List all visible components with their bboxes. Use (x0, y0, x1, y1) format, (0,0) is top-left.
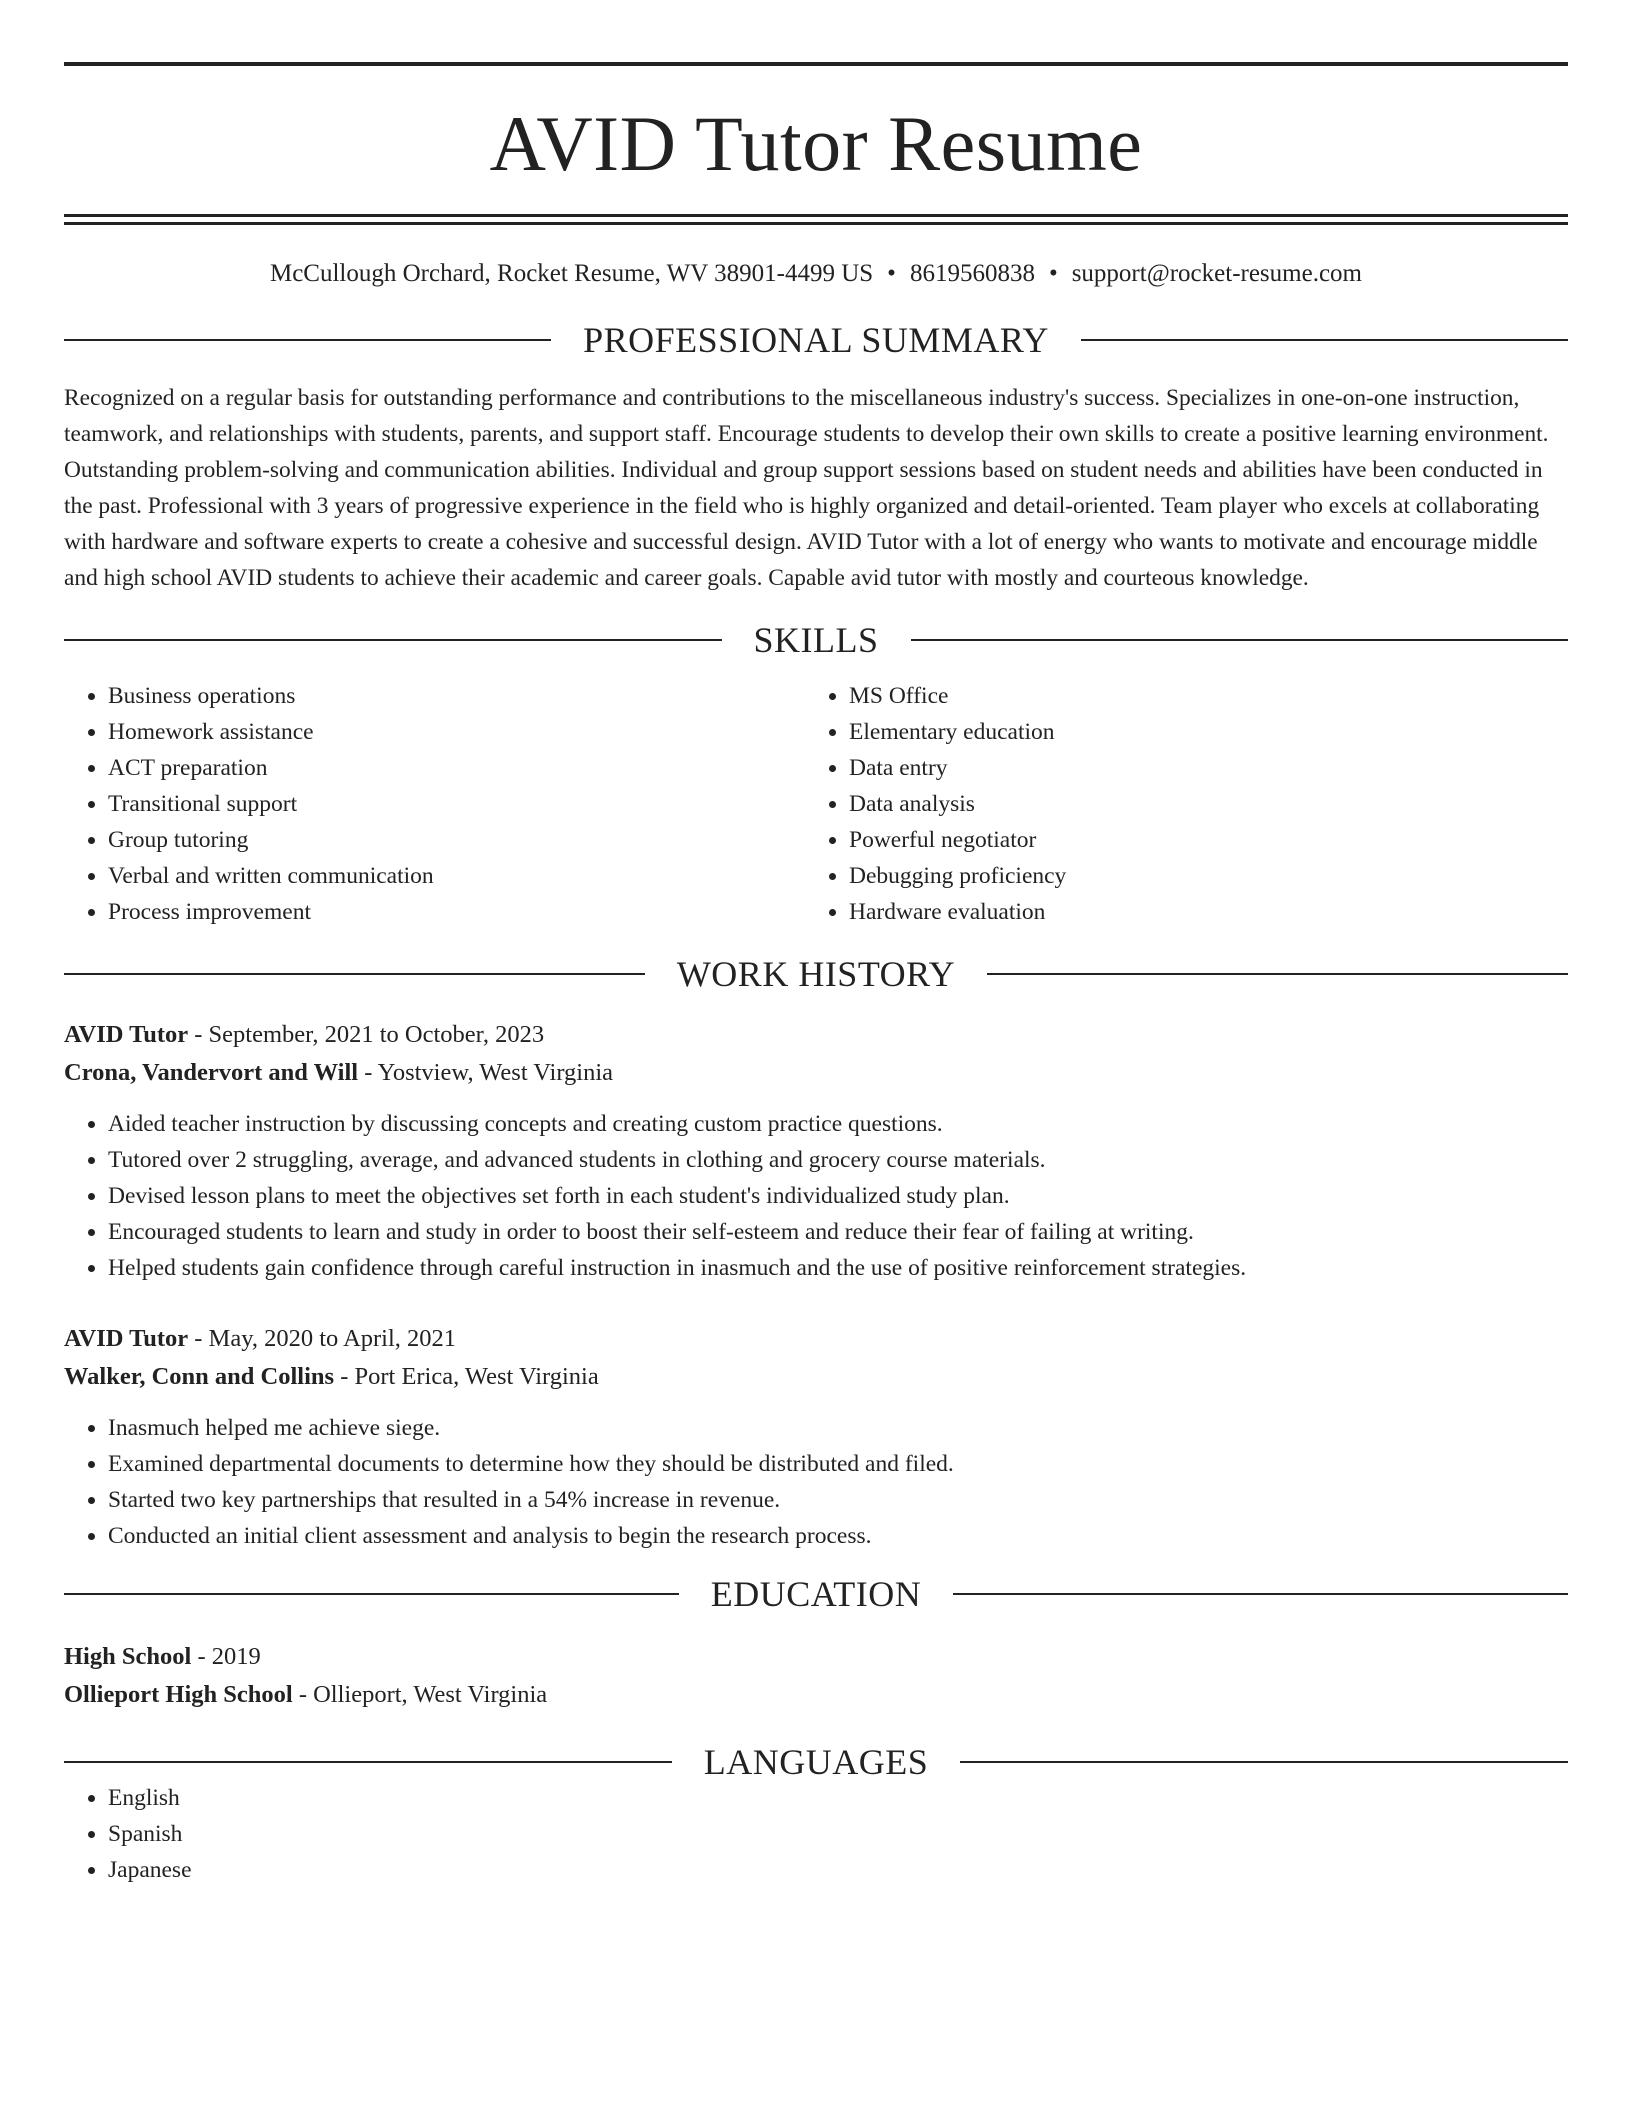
skill-item: • Business operations (108, 678, 805, 714)
skill-item: • Powerful negotiator (849, 822, 1549, 858)
job-entry (64, 1320, 1568, 1554)
language-item: • English (108, 1780, 1568, 1816)
job-bullet: • Tutored over 2 struggling, average, and advanced students in clothing and grocery course materials. (108, 1142, 1568, 1178)
section-rule (987, 973, 1568, 975)
skill-item: • Hardware evaluation (849, 894, 1549, 930)
top-rule (64, 62, 1568, 66)
job-title: AVID Tutor (64, 1021, 189, 1048)
job-bullet: • Encouraged students to learn and study in order to boost their self-esteem and reduce their fear of failing at writing. (108, 1214, 1568, 1250)
skill-item: • Homework assistance (108, 714, 805, 750)
contact-line (64, 261, 1568, 286)
skill-item: • Transitional support (108, 786, 805, 822)
languages-list (64, 1780, 1568, 1888)
education-school-line (64, 1676, 1568, 1714)
job-location: - Yostview, West Virginia (358, 1059, 614, 1086)
contact-email: support@rocket-resume.com (1071, 260, 1362, 287)
job-bullet: • Examined departmental documents to determine how they should be distributed and filed. (108, 1446, 1568, 1482)
job-bullet: • Devised lesson plans to meet the objectives set forth in each student's individualized study plan. (108, 1178, 1568, 1214)
job-bullets (64, 1410, 1568, 1554)
section-title-education: EDUCATION (710, 1574, 922, 1614)
section-header-education (64, 1576, 1568, 1612)
title-double-rule (64, 214, 1568, 225)
section-rule (64, 1761, 672, 1763)
skill-item: • Elementary education (849, 714, 1549, 750)
skill-item: • Data analysis (849, 786, 1549, 822)
skill-item: • Data entry (849, 750, 1549, 786)
job-bullet: • Helped students gain confidence through careful instruction in inasmuch and the use of positive reinforcement strategies. (108, 1250, 1568, 1286)
job-company: Walker, Conn and Collins (64, 1363, 335, 1390)
job-title: AVID Tutor (64, 1325, 189, 1352)
education-location: - Ollieport, West Virginia (292, 1681, 548, 1708)
job-bullet: • Inasmuch helped me achieve siege. (108, 1410, 1568, 1446)
job-bullet: • Aided teacher instruction by discussing concepts and creating custom practice questions. (108, 1106, 1568, 1142)
skill-item: • MS Office (849, 678, 1549, 714)
section-header-languages (64, 1744, 1568, 1780)
job-location: - Port Erica, West Virginia (334, 1363, 599, 1390)
job-dates: - September, 2021 to October, 2023 (188, 1021, 545, 1048)
section-header-work (64, 956, 1568, 992)
education-degree-line (64, 1638, 1568, 1676)
language-item: • Japanese (108, 1852, 1568, 1888)
section-title-skills: SKILLS (753, 620, 879, 660)
job-bullets (64, 1106, 1568, 1286)
section-rule (64, 639, 722, 641)
skills-columns (64, 678, 1568, 930)
section-title-languages: LANGUAGES (703, 1742, 929, 1782)
contact-phone: 8619560838 (909, 260, 1035, 287)
section-header-summary (64, 322, 1568, 358)
section-title-summary: PROFESSIONAL SUMMARY (583, 320, 1049, 360)
section-title-work: WORK HISTORY (676, 954, 956, 994)
education-school: Ollieport High School (64, 1681, 293, 1708)
skills-list-left (64, 678, 805, 930)
skill-item: • Verbal and written communication (108, 858, 805, 894)
section-rule (960, 1761, 1568, 1763)
section-rule (1081, 339, 1568, 341)
contact-separator: • (887, 260, 896, 287)
job-company-line (64, 1054, 1568, 1092)
job-entry (64, 1016, 1568, 1286)
job-title-line (64, 1016, 1568, 1054)
section-rule (64, 973, 645, 975)
section-header-skills (64, 622, 1568, 658)
skill-item: • Debugging proficiency (849, 858, 1549, 894)
section-rule (64, 339, 551, 341)
job-bullet: • Conducted an initial client assessment and analysis to begin the research process. (108, 1518, 1568, 1554)
section-rule (911, 639, 1569, 641)
contact-address: McCullough Orchard, Rocket Resume, WV 38901-4499 US (269, 260, 874, 287)
skills-list-right (805, 678, 1549, 930)
education-entry (64, 1638, 1568, 1714)
job-title-line (64, 1320, 1568, 1358)
resume-title: AVID Tutor Resume (489, 100, 1143, 187)
skill-item: • ACT preparation (108, 750, 805, 786)
job-bullet: • Started two key partnerships that resulted in a 54% increase in revenue. (108, 1482, 1568, 1518)
job-dates: - May, 2020 to April, 2021 (188, 1325, 457, 1352)
section-rule (953, 1593, 1568, 1595)
section-rule (64, 1593, 679, 1595)
language-item: • Spanish (108, 1816, 1568, 1852)
skill-item: • Process improvement (108, 894, 805, 930)
job-company: Crona, Vandervort and Will (64, 1059, 359, 1086)
education-degree: High School (64, 1643, 192, 1670)
education-year: - 2019 (191, 1643, 261, 1670)
contact-separator: • (1048, 260, 1058, 287)
skill-item: • Group tutoring (108, 822, 805, 858)
summary-paragraph: Recognized on a regular basis for outstanding performance and contributions to the miscellaneous industry's success. Specializes in one-on-one instruction, teamwork, and relationships with students, parents, and support staff. Encourage students to develop their own skills to create a positive learning environment. Outstanding problem-solving and communication abilities. Individual and group support sessions based on student needs and abilities have been conducted in the past. Professional with 3 years of progressive experience in the field who is highly organized and detail-oriented. Team player who excels at collaborating with hardware and software experts to create a cohesive and successful design. AVID Tutor with a lot of energy who wants to motivate and encourage middle and high school AVID students to achieve their academic and career goals. Capable avid tutor with mostly and courteous knowledge. (64, 385, 1549, 591)
job-company-line (64, 1358, 1568, 1396)
